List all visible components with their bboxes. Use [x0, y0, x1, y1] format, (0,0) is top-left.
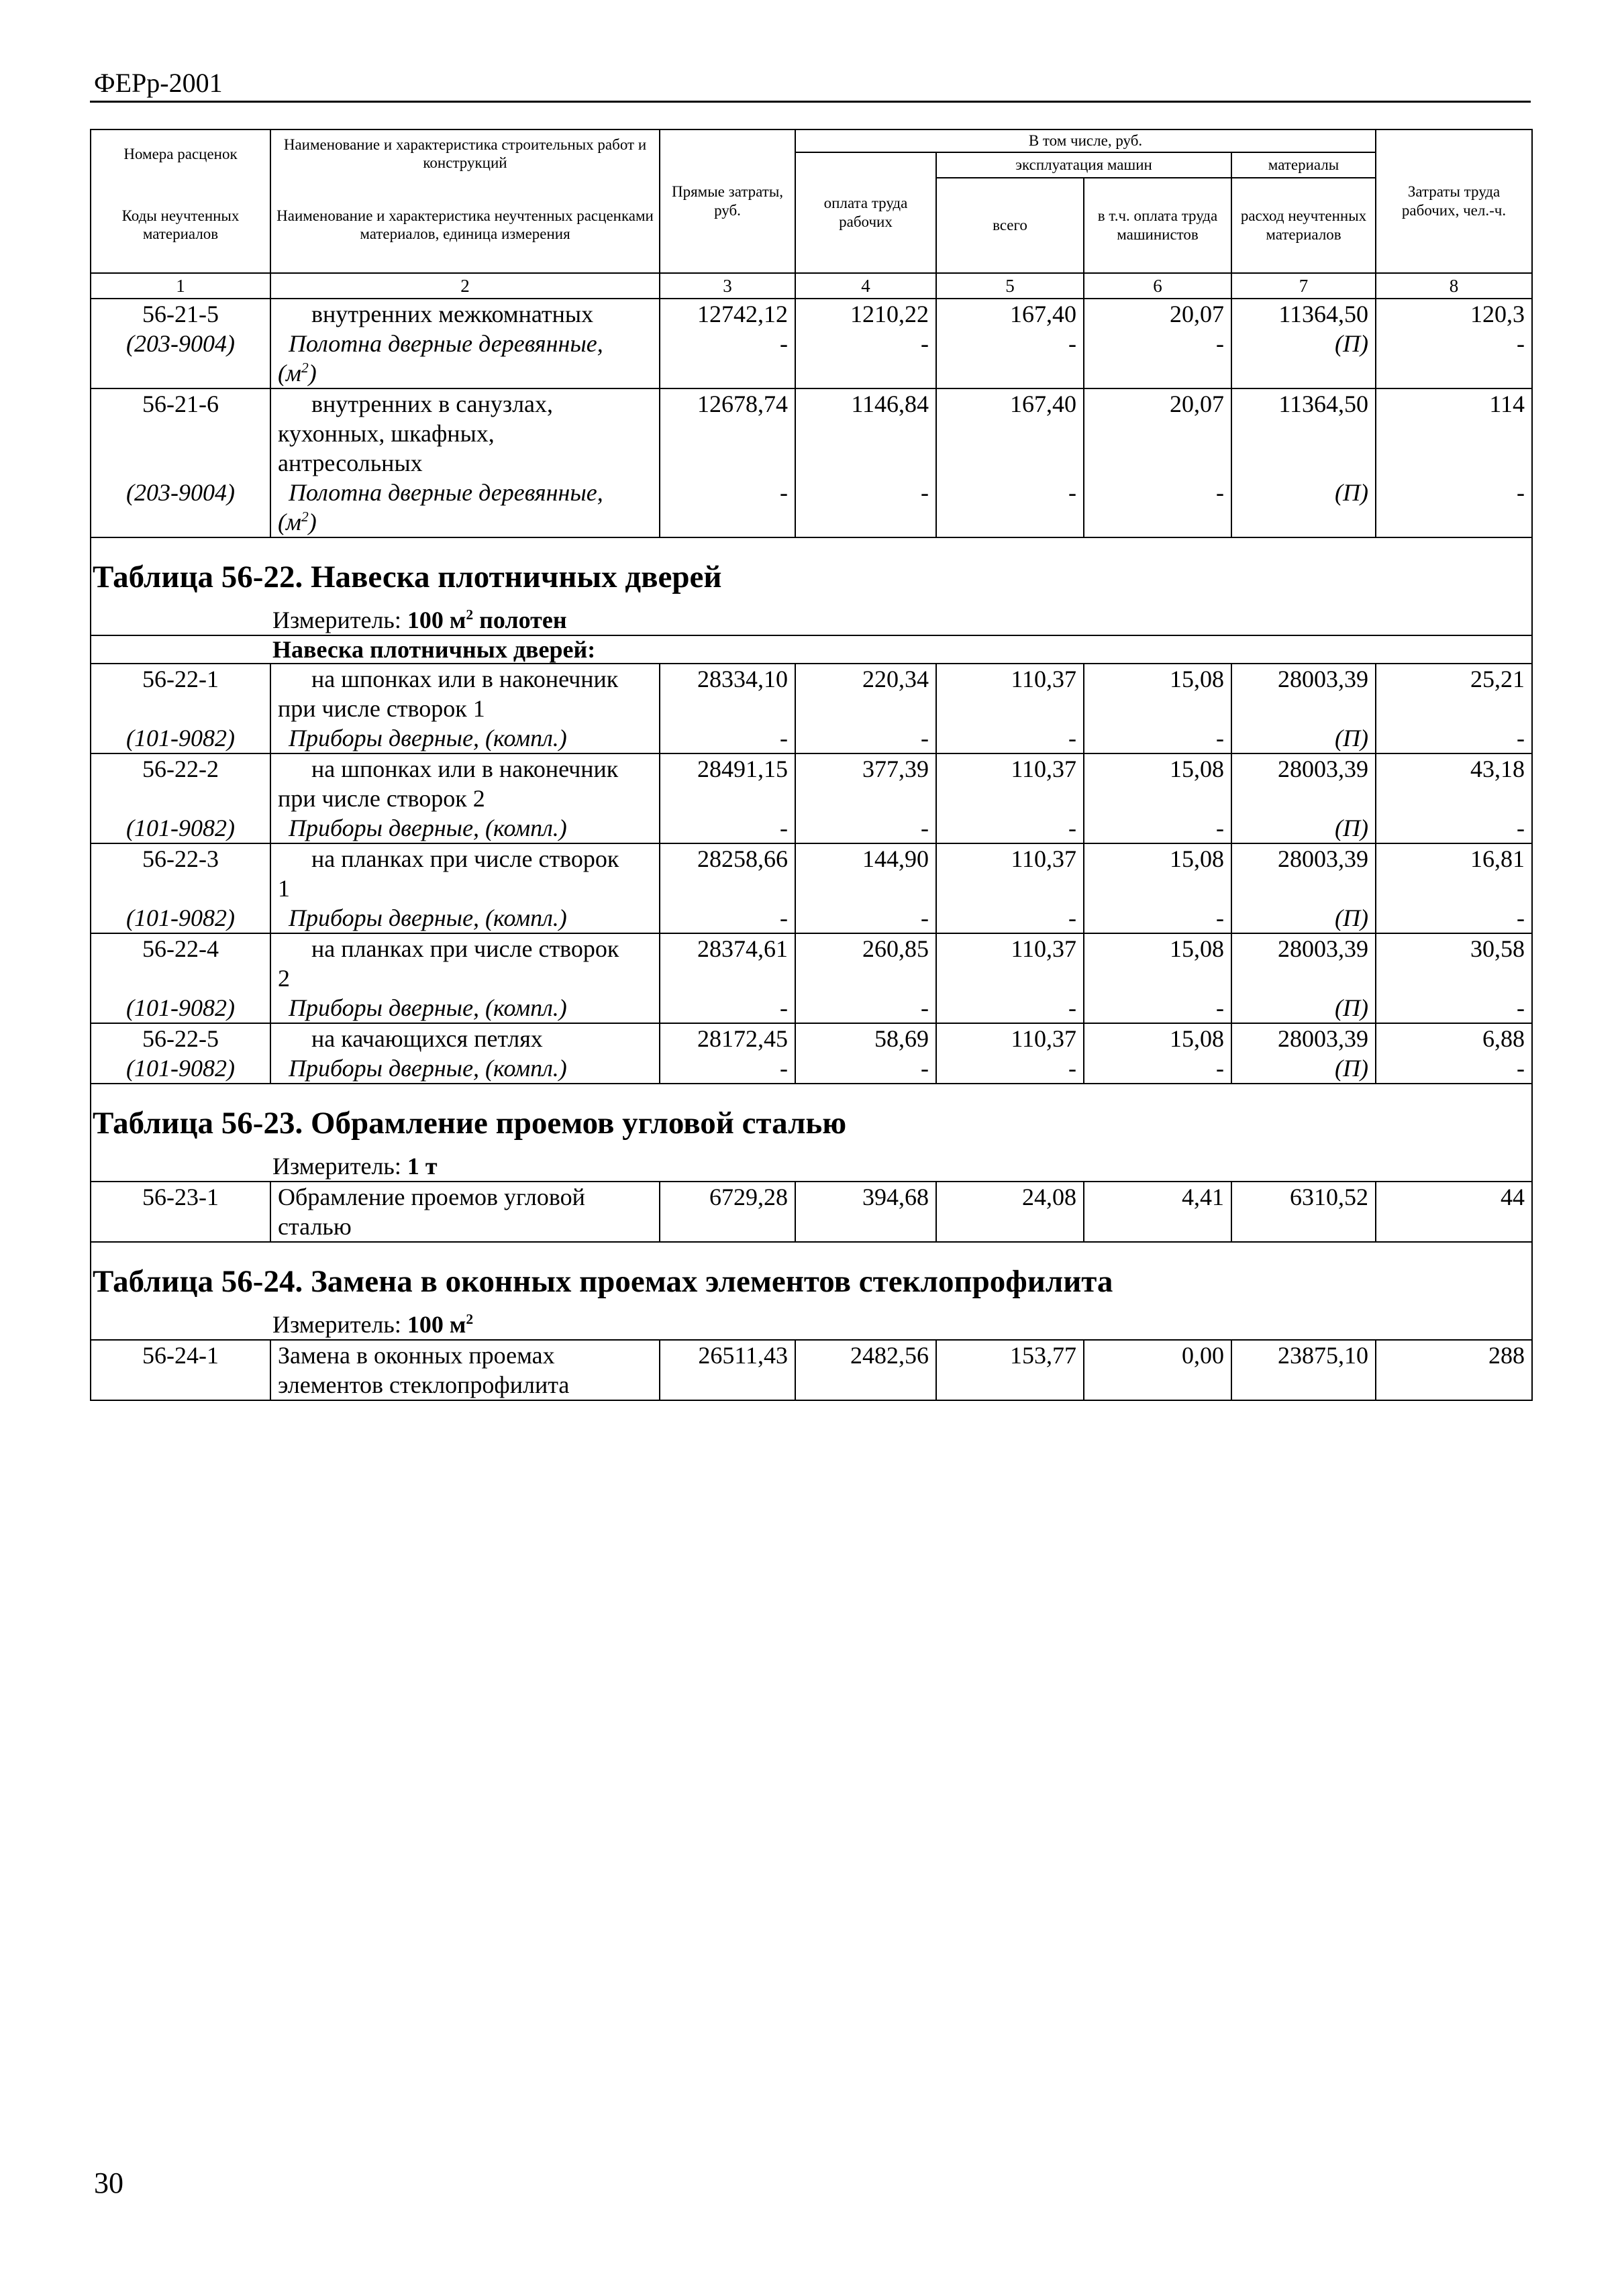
table-unit: Измеритель: 100 $м^2$ полотен — [272, 606, 567, 633]
table-unit: Измеритель: 1 т — [272, 1152, 438, 1180]
machines-value: 110,37 — [1011, 935, 1076, 962]
direct-costs-value: 28491,15 — [697, 755, 788, 782]
table-caption-row — [91, 537, 1532, 635]
table-subheading-row — [91, 635, 1532, 664]
column-number: 8 — [1376, 273, 1532, 299]
table-row — [91, 1340, 1532, 1400]
work-name-line: Обрамление проемов угловой — [278, 1183, 585, 1210]
material-value: - — [1068, 329, 1076, 357]
material-code: (203-9004) — [126, 329, 235, 357]
column-number: 1 — [91, 273, 270, 299]
material-name: Полотна дверные деревянные, — [289, 329, 603, 357]
labor-value: 120,3 — [1470, 300, 1525, 327]
direct-costs-value: 28258,66 — [697, 845, 788, 872]
table-row — [91, 1182, 1532, 1242]
material-value: - — [921, 329, 929, 357]
direct-costs-value: 12678,74 — [697, 390, 788, 417]
work-name-line: на планках при числе створок — [311, 845, 619, 872]
rate-code: 56-22-3 — [142, 845, 219, 872]
machinist-wages-value: 15,08 — [1170, 665, 1224, 692]
header-material-names: Наименование и характеристика неучтенных расценками материалов, единица измерения — [270, 178, 660, 273]
page-number: 30 — [94, 2167, 123, 2199]
labor-value: 44 — [1501, 1183, 1525, 1210]
material-value: - — [1517, 994, 1525, 1021]
materials-value: 28003,39 — [1278, 935, 1369, 962]
labor-value: 43,18 — [1470, 755, 1525, 782]
column-numbers-row — [91, 273, 1532, 299]
material-value: - — [1068, 724, 1076, 751]
rate-code: 56-22-4 — [142, 935, 219, 962]
material-code: (101-9082) — [126, 1054, 235, 1082]
material-value: - — [1517, 478, 1525, 506]
table-row — [91, 299, 1532, 388]
material-value: - — [1068, 814, 1076, 841]
material-value: - — [780, 814, 788, 841]
material-value: (П) — [1335, 814, 1369, 841]
labor-value: 16,81 — [1470, 845, 1525, 872]
wages-value: 2482,56 — [850, 1341, 929, 1369]
material-value: - — [1517, 329, 1525, 357]
material-code: (101-9082) — [126, 724, 235, 751]
material-code: (101-9082) — [126, 814, 235, 841]
material-value: - — [780, 329, 788, 357]
material-value: - — [1216, 904, 1224, 931]
material-value: - — [1068, 994, 1076, 1021]
wages-value: 260,85 — [862, 935, 929, 962]
material-unit: $(м^2)$ — [278, 508, 317, 535]
material-value: - — [1517, 814, 1525, 841]
material-value: - — [921, 814, 929, 841]
wages-value: 58,69 — [874, 1025, 929, 1052]
header-material-codes: Коды неучтенных материалов — [91, 178, 270, 273]
table-row — [91, 843, 1532, 933]
material-value: - — [1216, 1054, 1224, 1082]
table-title: Таблица 56-23. Обрамление проемов угловой сталью — [93, 1105, 847, 1141]
header-machinist-wages: в т.ч. оплата труда машинистов — [1084, 178, 1231, 273]
rate-code: 56-24-1 — [142, 1341, 219, 1369]
machinist-wages-value: 20,07 — [1170, 300, 1224, 327]
wages-value: 144,90 — [862, 845, 929, 872]
column-number: 3 — [660, 273, 795, 299]
materials-value: 28003,39 — [1278, 845, 1369, 872]
materials-value: 28003,39 — [1278, 1025, 1369, 1052]
table-caption-row — [91, 1084, 1532, 1182]
material-value: - — [1216, 994, 1224, 1021]
material-value: - — [1216, 814, 1224, 841]
labor-value: 30,58 — [1470, 935, 1525, 962]
material-value: - — [921, 994, 929, 1021]
machines-value: 110,37 — [1011, 755, 1076, 782]
materials-value: 28003,39 — [1278, 755, 1369, 782]
wages-value: 220,34 — [862, 665, 929, 692]
work-name-line: элементов стеклопрофилита — [278, 1371, 570, 1398]
rate-code: 56-22-2 — [142, 755, 219, 782]
material-value: (П) — [1335, 904, 1369, 931]
direct-costs-value: 28374,61 — [697, 935, 788, 962]
labor-value: 114 — [1489, 390, 1525, 417]
material-value: - — [1068, 904, 1076, 931]
material-value: - — [780, 1054, 788, 1082]
material-name: Приборы дверные, (компл.) — [289, 1054, 567, 1082]
material-code: (101-9082) — [126, 904, 235, 931]
header-rule — [90, 101, 1531, 103]
machinist-wages-value: 15,08 — [1170, 935, 1224, 962]
wages-value: 377,39 — [862, 755, 929, 782]
work-name-line: при числе створок 2 — [278, 784, 485, 812]
material-value: (П) — [1335, 994, 1369, 1021]
material-value: (П) — [1335, 1054, 1369, 1082]
column-number: 4 — [795, 273, 936, 299]
material-value: - — [921, 1054, 929, 1082]
header-material-consumption: расход неучтенных материалов — [1231, 178, 1376, 273]
table-row — [91, 753, 1532, 843]
material-value: (П) — [1335, 724, 1369, 751]
material-value: - — [1517, 724, 1525, 751]
material-value: - — [921, 904, 929, 931]
wages-value: 394,68 — [862, 1183, 929, 1210]
machines-value: 153,77 — [1010, 1341, 1076, 1369]
machines-value: 24,08 — [1022, 1183, 1076, 1210]
work-name-line: на планках при числе створок — [311, 935, 619, 962]
machinist-wages-value: 4,41 — [1182, 1183, 1224, 1210]
column-number: 2 — [270, 273, 660, 299]
material-unit: $(м^2)$ — [278, 359, 317, 386]
rates-table — [90, 129, 1533, 1401]
work-name-line: Замена в оконных проемах — [278, 1341, 555, 1369]
rate-code: 56-21-6 — [142, 390, 219, 417]
direct-costs-value: 12742,12 — [697, 300, 788, 327]
work-name-line: 2 — [278, 964, 290, 992]
material-value: - — [1216, 478, 1224, 506]
direct-costs-value: 26511,43 — [698, 1341, 788, 1369]
material-name: Приборы дверные, (компл.) — [289, 724, 567, 751]
material-value: - — [921, 724, 929, 751]
work-name: внутренних межкомнатных — [311, 300, 594, 327]
header-including: В том числе, руб. — [795, 129, 1376, 152]
work-name-line: при числе створок 1 — [278, 694, 485, 722]
material-name: Приборы дверные, (компл.) — [289, 814, 567, 841]
material-value: - — [780, 994, 788, 1021]
rate-code: 56-22-1 — [142, 665, 219, 692]
machinist-wages-value: 15,08 — [1170, 845, 1224, 872]
material-value: - — [780, 904, 788, 931]
material-value: (П) — [1335, 478, 1369, 506]
material-value: - — [1216, 329, 1224, 357]
work-name-line: кухонных, шкафных, — [278, 419, 495, 447]
labor-value: 6,88 — [1482, 1025, 1525, 1052]
header-direct-costs: Прямые затраты, руб. — [660, 129, 795, 273]
material-value: - — [1216, 724, 1224, 751]
table-unit: Измеритель: 100 $м^2$ — [272, 1310, 474, 1338]
material-value: - — [780, 724, 788, 751]
materials-value: 11364,50 — [1278, 390, 1369, 417]
materials-value: 28003,39 — [1278, 665, 1369, 692]
material-value: - — [1068, 478, 1076, 506]
work-name-line: на шпонках или в наконечник — [311, 665, 619, 692]
machines-value: 110,37 — [1011, 845, 1076, 872]
rate-code: 56-21-5 — [142, 300, 219, 327]
work-name-line: антресольных — [278, 449, 423, 476]
material-value: - — [1517, 1054, 1525, 1082]
machinist-wages-value: 20,07 — [1170, 390, 1224, 417]
machines-value: 110,37 — [1011, 665, 1076, 692]
material-name: Приборы дверные, (компл.) — [289, 904, 567, 931]
materials-value: 6310,52 — [1290, 1183, 1369, 1210]
wages-value: 1210,22 — [850, 300, 929, 327]
labor-value: 25,21 — [1470, 665, 1525, 692]
table-caption-row — [91, 1242, 1532, 1340]
material-value: - — [921, 478, 929, 506]
materials-value: 11364,50 — [1278, 300, 1369, 327]
column-number: 5 — [936, 273, 1084, 299]
work-name-line: сталью — [278, 1212, 352, 1240]
table-row — [91, 1023, 1532, 1084]
work-name-line: на шпонках или в наконечник — [311, 755, 619, 782]
material-value: - — [1517, 904, 1525, 931]
table-row — [91, 933, 1532, 1023]
header-labor-costs: Затраты труда рабочих, чел.-ч. — [1376, 129, 1532, 273]
rate-code: 56-23-1 — [142, 1183, 219, 1210]
machinist-wages-value: 15,08 — [1170, 755, 1224, 782]
machines-value: 110,37 — [1011, 1025, 1076, 1052]
column-number: 7 — [1231, 273, 1376, 299]
column-number: 6 — [1084, 273, 1231, 299]
direct-costs-value: 6729,28 — [709, 1183, 788, 1210]
machines-value: 167,40 — [1010, 390, 1076, 417]
header-materials: материалы — [1231, 152, 1376, 178]
material-name: Приборы дверные, (компл.) — [289, 994, 567, 1021]
table-row — [91, 664, 1532, 753]
material-code: (101-9082) — [126, 994, 235, 1021]
header-work-name: Наименование и характеристика строительных работ и конструкций — [270, 129, 660, 178]
direct-costs-value: 28334,10 — [697, 665, 788, 692]
table-title: Таблица 56-24. Замена в оконных проемах элементов стеклопрофилита — [93, 1263, 1113, 1299]
material-value: - — [780, 478, 788, 506]
work-name-line: 1 — [278, 874, 290, 902]
material-value: (П) — [1335, 329, 1369, 357]
header-wages: оплата труда рабочих — [795, 152, 936, 273]
wages-value: 1146,84 — [851, 390, 929, 417]
material-code: (203-9004) — [126, 478, 235, 506]
materials-value: 23875,10 — [1278, 1341, 1369, 1369]
rate-code: 56-22-5 — [142, 1025, 219, 1052]
material-name: Полотна дверные деревянные, — [289, 478, 603, 506]
table-subheading: Навеска плотничных дверей: — [272, 635, 596, 663]
work-name-line: на качающихся петлях — [311, 1025, 543, 1052]
labor-value: 288 — [1488, 1341, 1525, 1369]
machinist-wages-value: 0,00 — [1182, 1341, 1224, 1369]
work-name-line: внутренних в санузлах, — [311, 390, 554, 417]
document-code: ФЕРр-2001 — [94, 68, 223, 98]
header-rate-numbers: Номера расценок — [91, 129, 270, 178]
machines-value: 167,40 — [1010, 300, 1076, 327]
machinist-wages-value: 15,08 — [1170, 1025, 1224, 1052]
header-machines: эксплуатация машин — [936, 152, 1231, 178]
material-value: - — [1068, 1054, 1076, 1082]
table-title: Таблица 56-22. Навеска плотничных дверей — [93, 559, 722, 594]
header-machines-total: всего — [936, 178, 1084, 273]
table-row — [91, 388, 1532, 537]
direct-costs-value: 28172,45 — [697, 1025, 788, 1052]
